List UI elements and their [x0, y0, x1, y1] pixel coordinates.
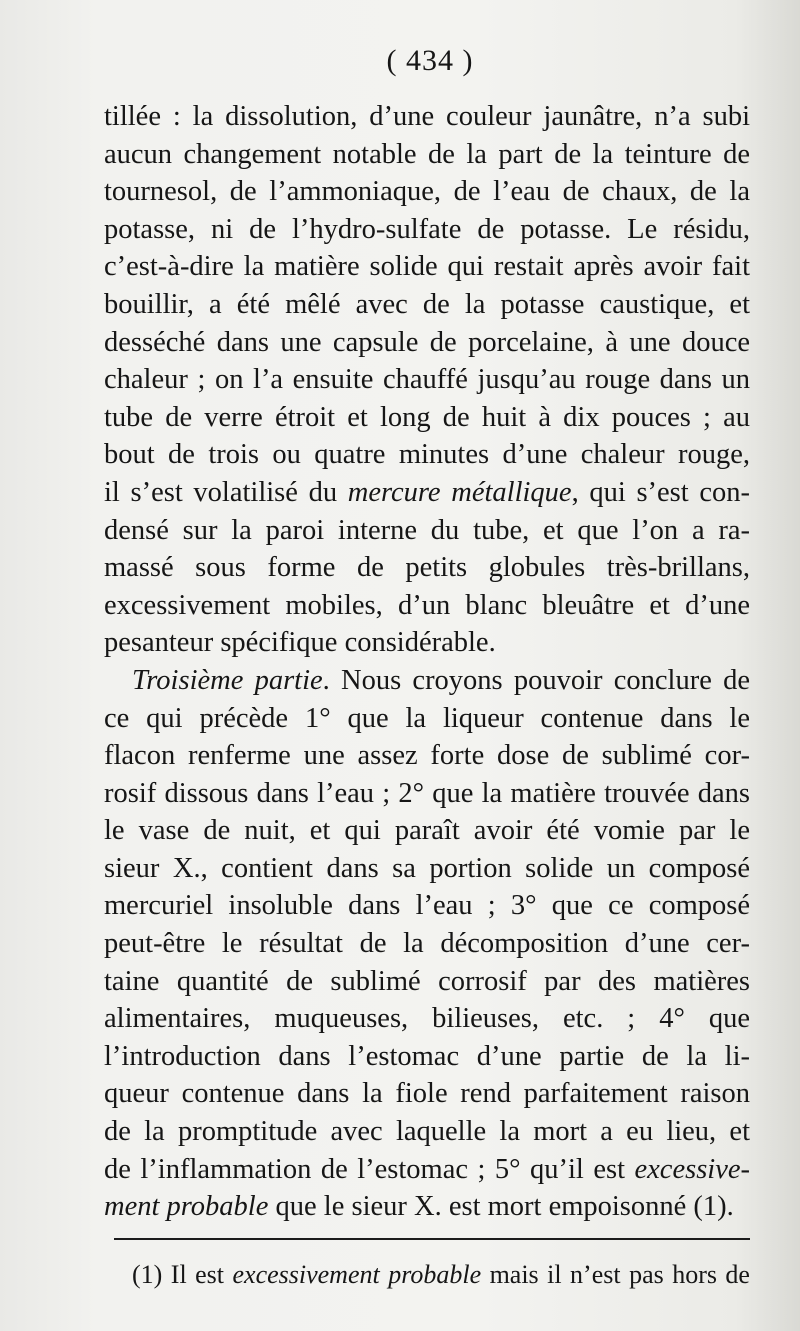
text-line: de la promptitude avec laquelle la mort a eu lieu, et [104, 1116, 750, 1148]
italic-mercure-metallique: mercure métallique [347, 476, 572, 508]
footnote-segment: mais il n’est pas hors de [481, 1260, 750, 1289]
text-line: sieur X., contient dans sa portion solide un composé [104, 852, 750, 884]
page-number: ( 434 ) [386, 44, 474, 77]
text-line: potasse, ni de l’hydro-sulfate de potasse. Le résidu, [104, 213, 750, 245]
footnote-segment: (1) Il est [132, 1260, 233, 1289]
text-line: tube de verre étroit et long de huit à dix pouces ; au [104, 401, 750, 433]
text-line: l’introduction dans l’estomac d’une partie de la li- [104, 1040, 750, 1072]
text-segment: que le sieur X. est mort empoisonné (1). [268, 1191, 734, 1223]
text-line: flacon renferme une assez forte dose de sublimé cor- [104, 740, 750, 772]
text-line: densé sur la paroi interne du tube, et que l’on a ra- [104, 514, 750, 546]
footnote-divider [114, 1238, 750, 1240]
text-segment: . Nous croyons pouvoir conclure de [322, 664, 750, 696]
text-line: aucun changement notable de la part de la teinture de [104, 138, 750, 170]
text-line: rosif dissous dans l’eau ; 2° que la matière trouvée dans [104, 777, 750, 809]
text-line: excessivement mobiles, d’un blanc bleuâtre et d’une [104, 589, 750, 621]
text-segment: de l’inflammation de l’estomac ; 5° qu’il est [104, 1153, 635, 1185]
italic-excessivement-probable: excessivement probable [232, 1260, 482, 1289]
text-line: massé sous forme de petits globules très-brillans, [104, 552, 750, 584]
text-line: taine quantité de sublimé corrosif par des matières [104, 965, 750, 997]
text-segment: il s’est volatilisé du [104, 476, 348, 508]
text-line: bout de trois ou quatre minutes d’une chaleur rouge, [104, 439, 750, 471]
text-line: bouillir, a été mêlé avec de la potasse caustique, et [104, 288, 750, 320]
text-line: queur contenue dans la fiole rend parfaitement raison [104, 1078, 750, 1110]
footnote [132, 1258, 750, 1292]
text-line: alimentaires, muqueuses, bilieuses, etc. ; 4° que [104, 1003, 750, 1035]
text-line: peut-être le résultat de la décomposition d’une cer- [104, 928, 750, 960]
text-line: chaleur ; on l’a ensuite chauffé jusqu’au rouge dans un [104, 364, 750, 396]
italic-excessive: excessive- [634, 1153, 750, 1185]
text-line: le vase de nuit, et qui paraît avoir été vomie par le [104, 815, 750, 847]
text-line-mercure [104, 474, 750, 512]
text-line: ce qui précède 1° que la liqueur contenue dans le [104, 702, 750, 734]
text-line: tournesol, de l’ammoniaque, de l’eau de chaux, de la [104, 176, 750, 208]
text-line: pesanteur spécifique considérable. [104, 627, 496, 659]
text-line: c’est-à-dire la matière solide qui restait après avoir fait [104, 251, 750, 283]
italic-ment-probable: ment probable [104, 1191, 269, 1223]
text-line-conclusion [104, 1188, 750, 1226]
text-line-excessive [104, 1151, 750, 1189]
main-text [104, 98, 750, 1226]
text-line: desséché dans une capsule de porcelaine, à une douce [104, 326, 750, 358]
text-line: tillée : la dissolution, d’une couleur jaunâtre, n’a subi [104, 101, 750, 132]
paragraph-start-troisieme-partie [104, 662, 750, 700]
text-segment: , qui s’est con- [571, 476, 750, 508]
italic-troisieme-partie: Troisième partie [132, 664, 323, 696]
text-line: mercuriel insoluble dans l’eau ; 3° que ce composé [104, 890, 750, 922]
